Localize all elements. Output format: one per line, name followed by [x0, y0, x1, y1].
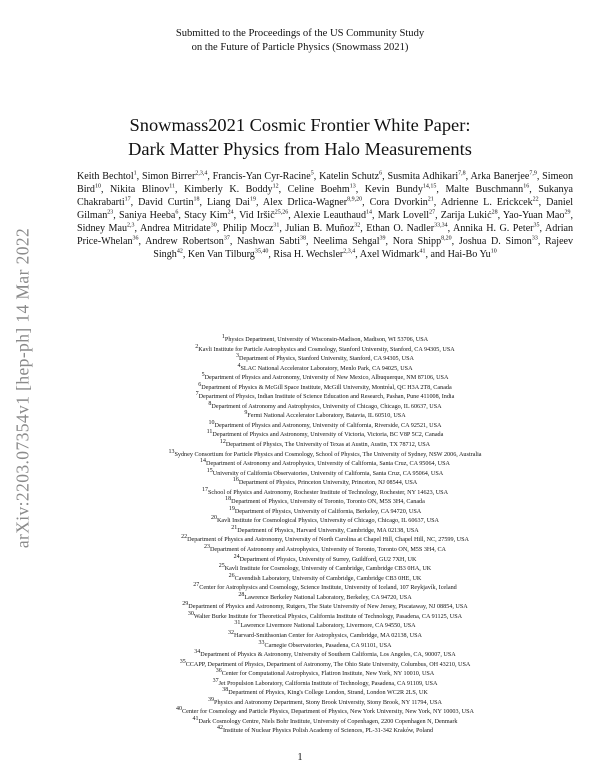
affiliation-number: 41: [192, 715, 199, 722]
author-affiliation-marker: 37: [223, 235, 230, 242]
submission-line-2: on the Future of Particle Physics (Snowmass 2021): [191, 42, 409, 53]
affiliation-text: Department of Physics and Astronomy, University of North Carolina at Chapel Hill, Chapel Hill, NC, 27599, USA: [187, 537, 469, 544]
affiliation-number: 4: [237, 362, 241, 369]
affiliation-number: 11: [206, 429, 213, 436]
author-affiliation-marker: 12: [272, 183, 279, 190]
affiliation-text: SLAC National Accelerator Laboratory, Menlo Park, CA 94025, USA: [240, 365, 413, 372]
affiliation-number: 21: [231, 524, 238, 531]
author-name: Nikita Blinov: [110, 184, 170, 196]
author: [441, 197, 539, 208]
author-affiliation-marker: 35,40: [254, 248, 269, 255]
affiliation-number: 8: [208, 400, 212, 407]
author-name: Vid Iršič: [239, 210, 275, 222]
author: [145, 236, 230, 247]
author-name: Susmita Adhikari: [387, 171, 459, 182]
affiliation-text: Jet Propulsion Laboratory, California Institute of Technology, Pasadena, CA 91109, USA: [218, 680, 438, 687]
affiliation-item: [60, 536, 590, 546]
affiliation-number: 20: [210, 515, 217, 522]
affiliation-number: 38: [222, 687, 229, 694]
author: [360, 249, 426, 260]
affiliation-number: 35: [179, 658, 186, 665]
affiliation-item: [60, 486, 590, 499]
affiliation-text: Department of Physics and Astronomy, University of Victoria, Victoria, BC V8P 5C2, Canada: [212, 432, 444, 439]
affiliation-text: Department of Astronomy and Astrophysics, University of Chicago, Chicago, IL 60637, USA: [211, 403, 442, 410]
author-name: Andrew Robertson: [145, 236, 224, 248]
author-affiliation-marker: 2,3,4: [195, 170, 208, 177]
author-name: Malte Buschmann: [445, 184, 524, 196]
affiliation-item: [60, 393, 590, 403]
author-name: Alex Drlica-Wagner: [262, 197, 348, 209]
affiliation-text: Carnegie Observatories, Pasadena, CA 91101, USA: [264, 642, 392, 649]
author: [184, 184, 278, 195]
author-name: Kimberly K. Boddy: [184, 184, 273, 196]
title-line-2: Dark Matter Physics from Halo Measurements: [128, 139, 472, 159]
affiliation-number: 26: [228, 572, 235, 579]
affiliation-item: [60, 603, 590, 613]
affiliation-item: [60, 448, 590, 461]
author-name: Adrian Price-Whelan: [77, 223, 574, 248]
affiliation-text: CCAPP, Department of Physics, Department of Astronomy, The Ohio State University, Columbus, OH 43210, USA: [185, 661, 471, 668]
author-name: Stacy Kim: [184, 210, 228, 222]
author-name: Francis-Yan Cyr-Racine: [212, 171, 311, 182]
affiliation-item: [60, 610, 590, 623]
affiliation-number: 9: [244, 410, 248, 417]
affiliation-text: Institute of Nuclear Physics Polish Academy of Sciences, PL-31-342 Kraków, Poland: [222, 728, 434, 735]
affiliation-text: Department of Physics, King's College London, Strand, London WC2R 2LS, UK: [228, 690, 428, 697]
author-name: Keith Bechtol: [77, 171, 134, 182]
author: [184, 210, 234, 221]
affiliation-item: [60, 400, 590, 413]
affiliation-number: 24: [233, 553, 240, 560]
affiliation-item: [60, 677, 590, 690]
author-affiliation-marker: 19: [250, 196, 256, 203]
author: [239, 210, 288, 221]
affiliation-item: [60, 572, 590, 585]
affiliation-number: 32: [228, 629, 235, 636]
author: [223, 223, 280, 234]
author-name: Zarija Lukić: [440, 210, 492, 222]
affiliation-number: 14: [200, 458, 207, 465]
affiliation-text: Sydney Consortium for Particle Physics and Cosmology, School of Physics, The University of Sydney, NSW 2006, Australia: [174, 451, 482, 458]
author: [378, 210, 435, 221]
author-affiliation-marker: 8,9,20: [347, 196, 363, 203]
title-line-1: Snowmass2021 Cosmic Frontier White Paper:: [129, 115, 471, 135]
author-affiliation-marker: 41: [419, 248, 426, 255]
affiliation-text: University of California Observatories, University of California, Santa Cruz, CA 95064, USA: [212, 470, 444, 477]
author: [188, 249, 268, 260]
author-affiliation-marker: 2,3,4: [343, 248, 356, 255]
author-affiliation-marker: 31: [273, 222, 280, 229]
affiliation-number: 28: [238, 591, 245, 598]
affiliation-text: Kavli Institute for Particle Astrophysics and Cosmology, Stanford University, Stanford, CA 94305, USA: [198, 346, 455, 353]
author-affiliation-marker: 10: [490, 248, 497, 255]
author-affiliation-marker: 8,20: [441, 235, 452, 242]
affiliation-item: [60, 708, 590, 718]
affiliation-number: 5: [201, 372, 205, 379]
author-name: Andrea Mitridate: [139, 223, 211, 235]
author-affiliation-marker: 21: [427, 196, 434, 203]
affiliation-item: [60, 591, 590, 604]
author-affiliation-marker: 24: [227, 209, 234, 216]
affiliation-item: [60, 355, 590, 365]
author-affiliation-marker: 14: [366, 209, 373, 216]
affiliation-number: 7: [195, 391, 199, 398]
author: [119, 210, 178, 221]
affiliation-number: 13: [168, 448, 175, 455]
affiliation-text: Department of Physics, Stanford University, Stanford, CA 94305, USA: [239, 356, 414, 363]
author-affiliation-marker: 36: [132, 235, 139, 242]
affiliation-text: Physics Department, University of Wisconsin-Madison, Madison, WI 53706, USA: [224, 337, 429, 343]
author-name: Philip Mocz: [222, 223, 274, 235]
author-affiliation-marker: 6: [175, 209, 179, 216]
affiliation-item: [60, 524, 590, 537]
author: [110, 184, 175, 195]
affiliation-item: [60, 419, 590, 432]
affiliation-number: 27: [193, 582, 200, 589]
author-name: Neelima Sehgal: [313, 236, 380, 248]
submission-note: [0, 27, 600, 55]
affiliation-number: 3: [236, 353, 240, 360]
author-name: Risa H. Wechsler: [273, 249, 344, 261]
author-affiliation-marker: 27: [429, 209, 436, 216]
submission-line-1: Submitted to the Proceedings of the US Community Study: [175, 28, 425, 39]
affiliation-text: Department of Physics, Princeton University, Princeton, NJ 08544, USA: [238, 480, 418, 487]
author: [138, 197, 199, 208]
affiliation-text: Harvard-Smithsonian Center for Astrophysics, Cambridge, MA 02138, USA: [234, 632, 422, 639]
author-affiliation-marker: 14,15: [422, 183, 437, 190]
author-affiliation-marker: 28: [491, 209, 498, 216]
author: [213, 171, 314, 182]
author-name: Annika H. G. Peter: [453, 223, 534, 235]
author-name: Simeon Bird: [77, 171, 574, 196]
affiliation-number: 33: [258, 639, 265, 646]
author: [285, 223, 360, 234]
author: [445, 184, 529, 195]
author-name: Hai-Bo Yu: [447, 249, 491, 261]
affiliation-text: Lawrence Berkeley National Laboratory, Berkeley, CA 94720, USA: [244, 594, 412, 601]
author-name: Nashwan Sabti: [237, 236, 301, 248]
affiliation-item: [60, 438, 590, 451]
affiliation-number: 37: [212, 677, 219, 684]
affiliation-text: Department of Physics and Astronomy, University of New Mexico, Albuquerque, NM 87106, USA: [204, 375, 449, 382]
author-affiliation-marker: 17: [124, 196, 131, 203]
affiliation-item: [60, 670, 590, 680]
affiliation-number: 1: [221, 333, 225, 340]
affiliation-number: 31: [234, 620, 241, 627]
author-name: David Curtin: [138, 197, 194, 209]
author: [142, 171, 207, 182]
affiliation-text: Department of Physics & Astronomy, University of Southern California, Los Angeles, CA, 90007, USA: [200, 652, 456, 659]
author: [470, 171, 536, 182]
affiliation-item: [60, 639, 590, 652]
affiliation-number: 15: [206, 467, 213, 474]
affiliation-item: [60, 727, 590, 737]
affiliation-item: [60, 479, 590, 489]
author: [365, 184, 437, 195]
affiliation-text: Center for Astrophysics and Cosmology, Science Institute, University of Iceland, 107 Reykjavík, Iceland: [199, 585, 457, 592]
author-name: Cora Dvorkin: [369, 197, 428, 209]
author-name: Ken Van Tilburg: [187, 249, 255, 261]
affiliation-number: 23: [204, 543, 210, 550]
author-name: Ethan O. Nadler: [366, 223, 435, 235]
affiliation-number: 12: [219, 438, 226, 445]
affiliation-item: [60, 467, 590, 480]
affiliation-item: [60, 431, 590, 441]
affiliation-text: Department of Physics and Astronomy, University of California, Riverside, CA 92521, USA: [214, 422, 442, 429]
author: [237, 236, 306, 247]
affiliation-text: Kavli Institute for Cosmological Physics, University of Chicago, Chicago, IL 60637, USA: [216, 518, 439, 525]
affiliation-text: Department of Physics, Indian Institute of Science Education and Research, Pashan, Pune 411008, India: [198, 394, 455, 401]
author-name: Saniya Heeba: [118, 210, 176, 222]
author: [140, 223, 217, 234]
author-name: Joshua D. Simon: [458, 236, 532, 248]
author-name: Julian B. Muñoz: [285, 223, 355, 235]
author: [441, 210, 498, 221]
author-affiliation-marker: 22: [532, 196, 539, 203]
affiliation-text: Department of Physics, The University of Texas at Austin, Austin, TX 78712, USA: [225, 442, 431, 449]
author-affiliation-marker: 1: [133, 170, 137, 177]
affiliation-number: 18: [225, 496, 232, 503]
author-affiliation-marker: 7,9: [529, 170, 537, 177]
author-affiliation-marker: 32: [354, 222, 361, 229]
author-affiliation-marker: 2,3: [127, 222, 135, 229]
author-affiliation-marker: 42: [176, 248, 183, 255]
author-name: Daniel Gilman: [77, 197, 573, 222]
author-name: Celine Boehm: [287, 184, 350, 196]
author-affiliation-marker: 39: [379, 235, 386, 242]
affiliation-text: Center for Computational Astrophysics, Flatiron Institute, New York, NY 10010, USA: [221, 671, 435, 678]
affiliation-text: Cavendish Laboratory, University of Cambridge, Cambridge CB3 0HE, UK: [234, 575, 422, 582]
affiliation-item: [60, 412, 590, 422]
affiliation-text: Center for Cosmology and Particle Physics, Department of Physics, New York University, New York, NY 10003, USA: [182, 709, 474, 716]
affiliation-number: 40: [176, 706, 183, 713]
affiliation-text: Department of Physics & McGill Space Institute, McGill University, Montréal, QC H3A 2T8, Canada: [201, 384, 452, 391]
author-affiliation-marker: 35: [533, 222, 540, 229]
affiliation-text: Lawrence Livermore National Laboratory, Livermore, CA 94550, USA: [240, 623, 416, 630]
affiliation-number: 2: [195, 343, 199, 350]
author-name: Katelin Schutz: [319, 171, 380, 182]
affiliation-item: [60, 658, 590, 671]
affiliation-number: 25: [218, 563, 225, 570]
affiliation-item: [60, 584, 590, 594]
affiliation-text: Physics and Astronomy Department, Stony Brook University, Stony Brook, NY 11794, USA: [214, 699, 442, 706]
author-name: Adrienne L. Erickcek: [440, 197, 533, 209]
author-affiliation-marker: 33: [531, 235, 538, 242]
affiliation-text: Department of Physics, University of California, Berkeley, CA 94720, USA: [234, 508, 422, 515]
author-affiliation-marker: 7,8: [458, 170, 466, 177]
affiliation-item: [60, 362, 590, 375]
author-affiliation-marker: 30: [210, 222, 217, 229]
affiliation-item: [60, 553, 590, 566]
affiliation-item: [60, 629, 590, 642]
author-affiliation-marker: 6: [379, 170, 383, 177]
affiliation-item: [60, 689, 590, 699]
affiliation-text: Department of Physics, Harvard University, Cambridge, MA 02138, USA: [237, 527, 419, 534]
author-affiliation-marker: 33,34: [434, 222, 448, 229]
affiliation-text: School of Physics and Astronomy, Rochester Institute of Technology, Rochester, NY 14623, USA: [207, 489, 449, 496]
affiliation-item: [60, 715, 590, 728]
author: [453, 223, 540, 234]
affiliation-item: [60, 517, 590, 527]
affiliation-text: Department of Physics, University of Surrey, Guildford, GU2 7XH, UK: [239, 556, 417, 563]
affiliation-number: 42: [216, 725, 223, 732]
author: [459, 236, 538, 247]
affiliation-item: [60, 565, 590, 575]
author-affiliation-marker: 38: [300, 235, 307, 242]
author: [273, 249, 355, 260]
author-name: Alexie Leauthaud: [293, 210, 367, 222]
affiliation-item: [60, 333, 590, 346]
author-name: Kevin Bundy: [364, 184, 423, 196]
page-number: 1: [297, 752, 303, 763]
affiliation-item: [60, 543, 590, 556]
author-name: Sukanya Chakrabarti: [77, 184, 574, 209]
affiliation-text: Walter Burke Institute for Theoretical Physics, California Institute of Technology, Pasadena, CA 91125, USA: [193, 613, 463, 620]
affiliation-item: [60, 374, 590, 384]
author: [370, 197, 434, 208]
affiliation-item: [60, 381, 590, 394]
author: [77, 171, 137, 182]
author: [319, 171, 382, 182]
author-affiliation-marker: 29: [564, 209, 571, 216]
author: [288, 184, 356, 195]
affiliation-text: Department of Physics, University of Toronto, Toronto ON, M5S 3H4, Canada: [231, 499, 425, 506]
affiliation-number: 6: [198, 381, 202, 388]
affiliation-item: [60, 498, 590, 508]
author: [393, 236, 452, 247]
author-name: Simon Birrer: [142, 171, 196, 182]
author-name: Rajeev Singh: [153, 236, 574, 261]
author: [448, 249, 497, 260]
affiliation-number: 17: [201, 486, 208, 493]
author-name: Liang Dai: [206, 197, 250, 209]
author-affiliation-marker: 10: [94, 183, 101, 190]
affiliation-number: 16: [232, 477, 239, 484]
affiliation-item: [60, 651, 590, 661]
author-list: Keith Bechtol$^1$, Simon Birrer$^{2,3,4}$, Francis-Yan Cyr-Racine$^5$, Katelin Schutz$^6$, Susmita Adhikari$^{7,8}$, Arka Banerjee$^{7,9}$, Simeon Bird$^{10}$, Nikita Blinov$^{11}$, Kimberly K. Boddy$^{12}$, Celine Boehm$^{13}$, Kevin Bundy$^{14,15}$, Malte Buschmann$^{16}$, Sukanya Chakrabarti$^{17}$, David Curtin$^{18}$, Liang Dai$^{19}$, Alex Drlica-Wagner$^{8,9,20}$, Cora Dvorkin$^{21}$, Adrienne L. Erickcek$^{22}$, Daniel Gilman$^{23}$, Saniya Heeba$^6$, Stacy Kim$^{24}$, Vid Iršič$^{25,26}$, Alexie Leauthaud$^{14}$, Mark Lovell$^{27}$, Zarija Lukić$^{28}$, Yao-Yuan Mao$^{29}$, Sidney Mau$^{2,3}$, Andrea Mitridate$^{30}$, Philip Mocz$^{31}$, Julian B. Muñoz$^{32}$, Ethan O. Nadler$^{33,34}$, Annika H. G. Peter$^{35}$, Adrian Price-Whelan$^{36}$, Andrew Robertson$^{37}$, Nashwan Sabti$^{38}$, Neelima Sehgal$^{39}$, Nora Shipp$^{8,20}$, Joshua D. Simon$^{33}$, Rajeev Singh$^{42}$, Ken Van Tilburg$^{35,40}$, Risa H. Wechsler$^{2,3,4}$, Axel Widmark$^{41}$, and Hai-Bo Yu$^{10}$: [77, 170, 574, 261]
affiliation-item: [60, 622, 590, 632]
author: [293, 210, 372, 221]
author-name: Nora Shipp: [392, 236, 442, 248]
author-affiliation-marker: 18: [193, 196, 200, 203]
affiliation-number: 36: [215, 668, 222, 675]
author-name: Sidney Mau: [77, 223, 128, 235]
affiliation-number: 34: [194, 649, 201, 655]
author-affiliation-marker: 5: [310, 170, 314, 177]
affiliation-item: [60, 505, 590, 518]
author: [387, 171, 465, 182]
affiliation-text: Fermi National Accelerator Laboratory, Batavia, IL 60510, USA: [247, 413, 406, 420]
affiliation-list: [60, 333, 590, 737]
author: [77, 223, 135, 234]
affiliation-number: 30: [187, 610, 194, 617]
affiliation-number: 19: [228, 505, 235, 512]
affiliation-item: [60, 696, 590, 709]
author-affiliation-marker: 11: [169, 183, 176, 190]
affiliation-text: Kavli Institute for Cosmology, University of Cambridge, Cambridge CB3 0HA, UK: [224, 566, 432, 573]
author-name: Arka Banerjee: [470, 171, 530, 182]
author: [263, 197, 362, 208]
arxiv-stamp-text: arXiv:2203.07354v1 [hep-ph] 14 Mar 2022: [12, 227, 33, 549]
affiliation-text: Department of Astronomy and Astrophysics, University of Toronto, Toronto ON, M5S 3H4, CA: [210, 547, 446, 554]
affiliation-number: 10: [208, 419, 215, 426]
author-affiliation-marker: 16: [523, 183, 530, 190]
affiliation-text: Department of Astronomy and Astrophysics, University of California, Santa Cruz, CA 95064, USA: [206, 461, 450, 468]
author-affiliation-marker: 25,26: [274, 209, 289, 216]
author: [207, 197, 256, 208]
affiliation-number: 39: [208, 696, 215, 703]
author-name: Yao-Yuan Mao: [502, 210, 565, 222]
affiliation-number: 22: [181, 534, 188, 541]
author: [366, 223, 447, 234]
author: [503, 210, 571, 221]
affiliation-text: Department of Physics and Astronomy, Rutgers, The State University of New Jersey, Piscataway, NJ 08854, USA: [188, 604, 468, 611]
affiliation-number: 29: [182, 601, 189, 608]
author-name: Axel Widmark: [359, 249, 420, 261]
paper-title: [0, 113, 600, 161]
affiliation-item: [60, 343, 590, 356]
author-affiliation-marker: 13: [349, 183, 356, 190]
author-affiliation-marker: 23: [107, 209, 114, 216]
affiliation-text: Dark Cosmology Centre, Niels Bohr Institute, University of Copenhagen, 2200 Copenhagen N, Denmark: [198, 718, 458, 725]
author-name: Mark Lovell: [377, 210, 430, 222]
author: [313, 236, 385, 247]
affiliation-item: [60, 460, 590, 470]
